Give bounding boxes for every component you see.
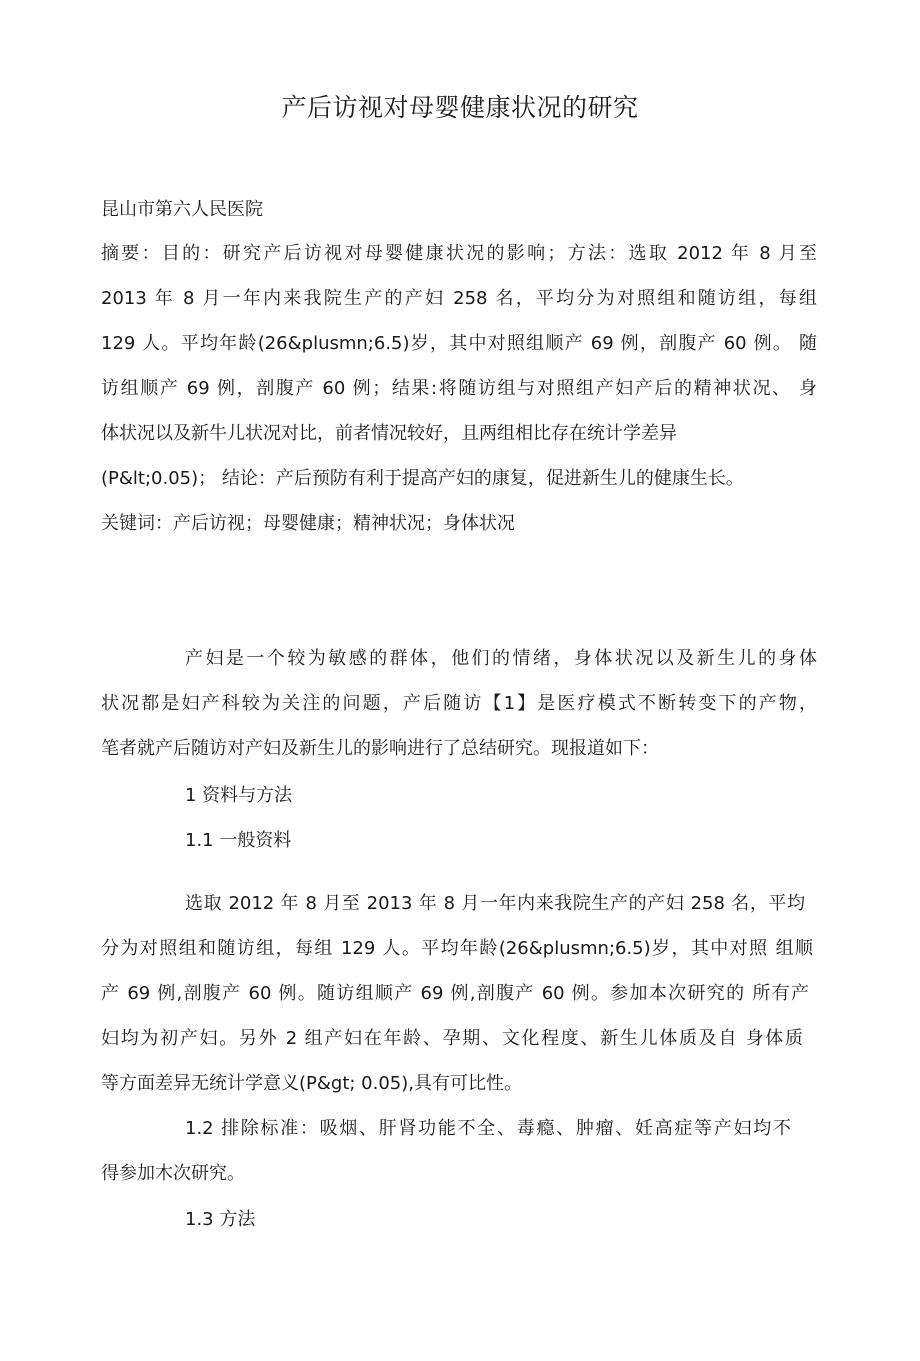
exclusion-line: 1.2 排除标准：吸烟、肝肾功能不全、毒瘾、肿瘤、妊高症等产妇均不 (185, 1118, 791, 1139)
intro-line: 状况都是妇产科较为关注的问题，产后随访【1】是医疗模式不断转变下的产物， (101, 693, 817, 714)
abstract-line: 摘要：目的：研究产后访视对母婴健康状况的影响；方法：选取 2012 年 8 月至 (101, 243, 817, 264)
intro-line: 产妇是一个较为敏感的群体，他们的情绪，身体状况以及新生儿的身体 (185, 648, 817, 669)
exclusion-line: 得参加木次研究。 (101, 1163, 245, 1184)
section-heading-1-1: 1.1 一般资料 (185, 830, 292, 851)
abstract-line: (P&lt;0.05)； 结论：产后预防有利于提高产妇的康复，促进新生儿的健康生长。 (101, 468, 744, 489)
abstract-line: 129 人。平均年龄(26&plusmn;6.5)岁，其中对照组顺产 69 例，剖腹产 60 例。 随 (101, 333, 817, 354)
keywords: 关键词：产后访视；母婴健康；精神状况；身体状况 (101, 513, 515, 534)
section-heading-1: 1 资料与方法 (185, 785, 293, 806)
general-line: 产 69 例,剖腹产 60 例。随访组顺产 69 例,剖腹产 60 例。参加本次研究的 所有产 (101, 983, 809, 1004)
general-line: 妇均为初产妇。另外 2 组产妇在年龄、孕期、文化程度、新生儿体质及自 身体质 (101, 1028, 803, 1049)
general-line: 等方面差异无统计学意义(P&gt; 0.05),具有可比性。 (101, 1073, 523, 1094)
abstract-line: 访组顺产 69 例，剖腹产 60 例；结果:将随访组与对照组产妇产后的精神状况、 身 (101, 378, 817, 399)
affiliation: 昆山市第六人民医院 (101, 199, 263, 220)
document-title: 产后访视对母婴健康状况的研究 (281, 93, 639, 122)
section-heading-1-3: 1.3 方法 (185, 1209, 256, 1230)
general-line: 选取 2012 年 8 月至 2013 年 8 月一年内来我院生产的产妇 258 名，平均 (185, 893, 805, 914)
general-line: 分为对照组和随访组，每组 129 人。平均年龄(26&plusmn;6.5)岁，其中对照 组顺 (101, 938, 813, 959)
abstract-line: 体状况以及新牛儿状况对比，前者情况较好，且两组相比存在统计学差异 (101, 423, 677, 444)
abstract-line: 2013 年 8 月一年内来我院生产的产妇 258 名，平均分为对照组和随访组，每组 (101, 288, 817, 309)
intro-line: 笔者就产后随访对产妇及新生儿的影响进行了总结研究。现报道如下： (101, 738, 659, 759)
